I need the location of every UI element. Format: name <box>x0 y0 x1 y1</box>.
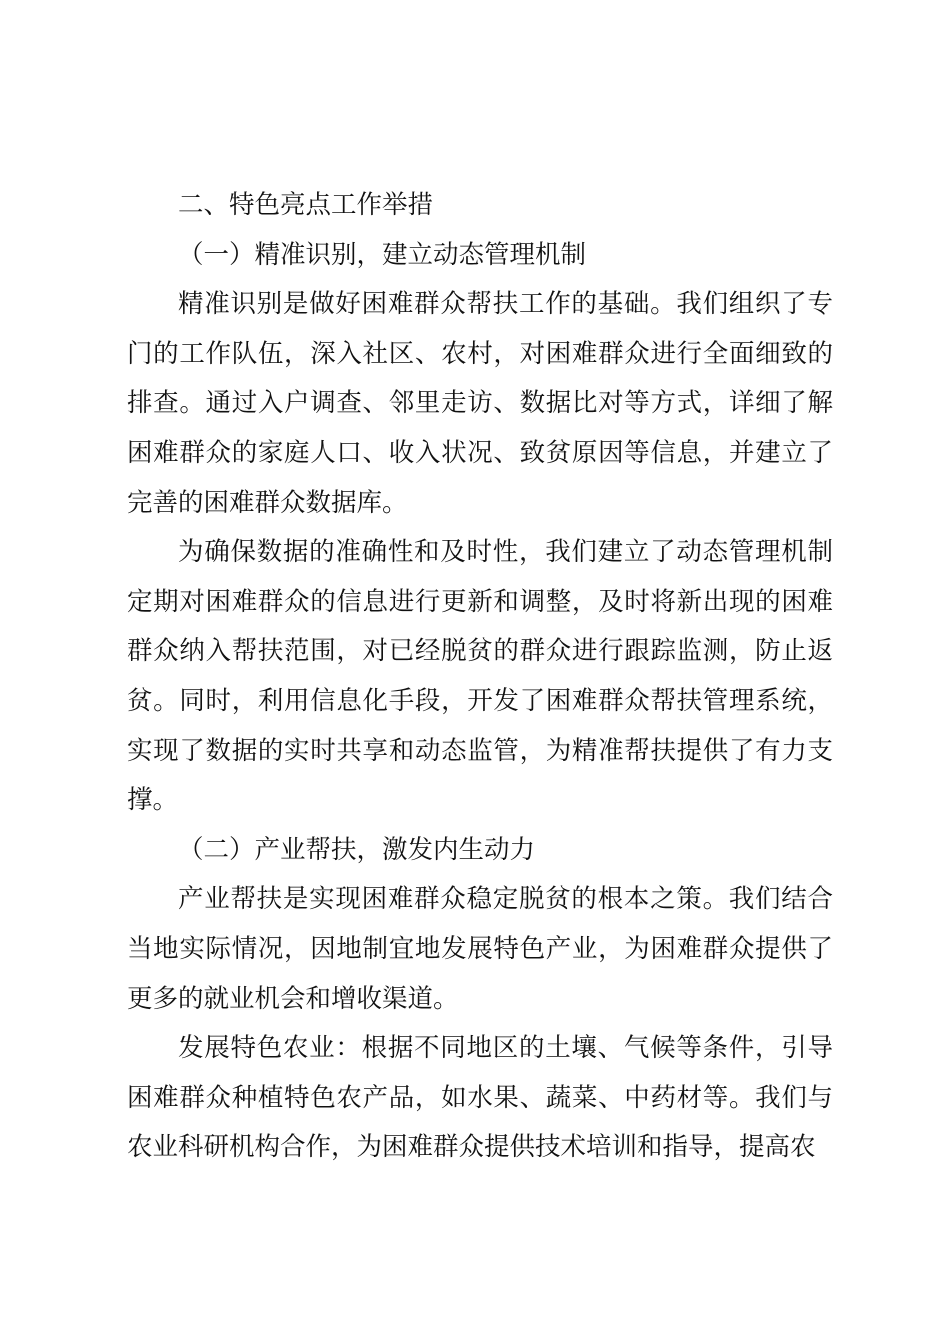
paragraph-dynamic-management: 为确保数据的准确性和及时性，我们建立了动态管理机制定期对困难群众的信息进行更新和调整，及时将新出现的困难群众纳入帮扶范围，对已经脱贫的群众进行跟踪监测，防止返贫。同时，利用信息化手段，开发了困难群众帮扶管理系统，实现了数据的实时共享和动态监管，为精准帮扶提供了有力支撑。 <box>127 537 833 816</box>
subheading-industry-support: （二）产业帮扶，激发内生动力 <box>178 834 536 865</box>
paragraph-industry-strategy: 产业帮扶是实现困难群众稳定脱贫的根本之策。我们结合当地实际情况，因地制宜地发展特色产业，为困难群众提供了更多的就业机会和增收渠道。 <box>127 884 833 1014</box>
paragraph-identification-basis: 精准识别是做好困难群众帮扶工作的基础。我们组织了专门的工作队伍，深入社区、农村，对困难群众进行全面细致的排查。通过入户调查、邻里走访、数据比对等方式，详细了解困难群众的家庭人口、收入状况、致贫原因等信息，并建立了完善的困难群众数据库。 <box>127 289 833 518</box>
section-heading: 二、特色亮点工作举措 <box>178 190 434 220</box>
paragraph-special-agriculture: 发展特色农业：根据不同地区的土壤、气候等条件，引导困难群众种植特色农产品，如水果、蔬菜、中药材等。我们与农业科研机构合作，为困难群众提供技术培训和指导，提高农 <box>127 1033 833 1163</box>
document-body <box>127 181 833 1173</box>
subheading-precise-identification: （一）精准识别，建立动态管理机制 <box>178 239 587 270</box>
